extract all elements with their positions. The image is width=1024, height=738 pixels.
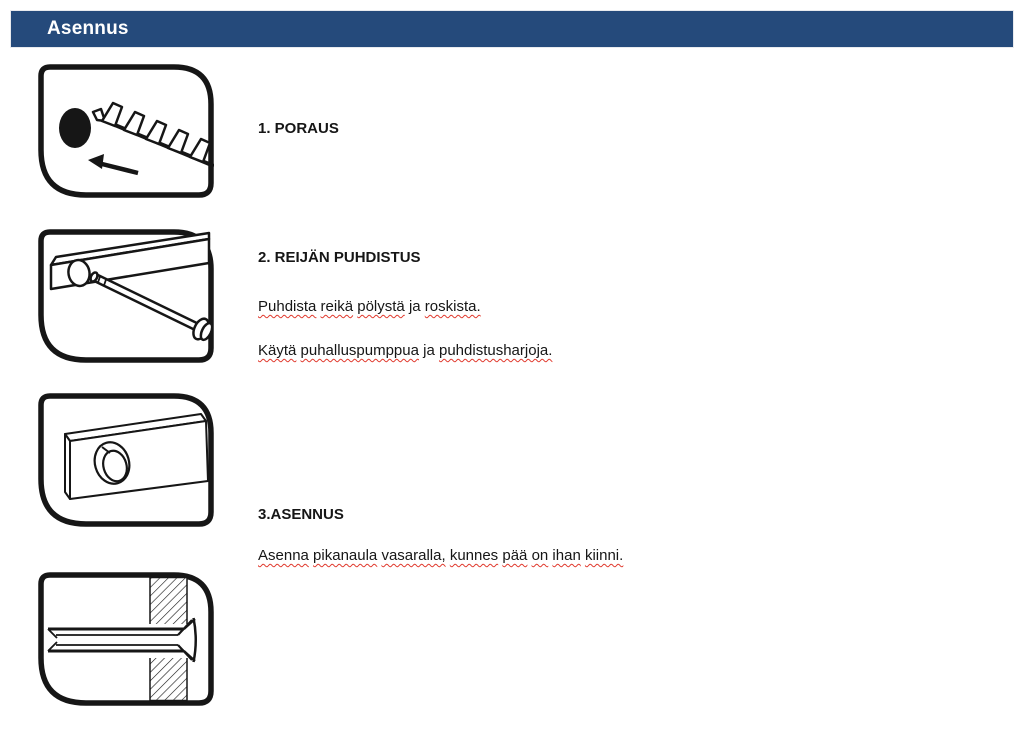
- wall-cross-section-illustration: [38, 572, 214, 706]
- misspelled-word: kunnes: [449, 547, 499, 564]
- step4-illustration-box: [38, 572, 214, 706]
- pin-insertion-illustration: [38, 229, 214, 363]
- misspelled-word: puhalluspumppua: [300, 342, 419, 359]
- misspelled-word: ihan: [552, 547, 581, 564]
- flush-anchor-illustration: [38, 393, 214, 527]
- step3-heading: 3.ASENNUS: [258, 506, 344, 523]
- misspelled-word: reikä: [320, 298, 354, 315]
- step2-line2: [258, 341, 552, 361]
- step1-illustration-box: [38, 64, 214, 198]
- step1-heading: 1. PORAUS: [258, 120, 339, 137]
- misspelled-word: pikanaula: [313, 547, 378, 564]
- misspelled-word: on: [531, 547, 549, 564]
- drill-into-hole-illustration: [38, 64, 214, 198]
- misspelled-word: pää: [502, 547, 528, 564]
- step2-illustration-box: [38, 229, 214, 363]
- section-title: Asennus: [47, 18, 129, 39]
- misspelled-word: vasaralla,: [381, 547, 446, 564]
- word: ja: [423, 342, 435, 359]
- word: ja: [408, 298, 421, 315]
- misspelled-word: kiinni.: [584, 547, 624, 564]
- step3-illustration-box: [38, 393, 214, 527]
- misspelled-word: Puhdista: [258, 298, 317, 315]
- misspelled-word: Käytä: [258, 342, 297, 359]
- misspelled-word: pölystä: [357, 298, 405, 315]
- misspelled-word: puhdistusharjoja.: [439, 342, 553, 359]
- step3-line1: [258, 546, 623, 566]
- section-header-bar: [10, 10, 1014, 48]
- misspelled-word: roskista.: [424, 298, 481, 315]
- misspelled-word: Asenna: [258, 547, 309, 564]
- step2-heading: 2. REIJÄN PUHDISTUS: [258, 249, 421, 266]
- drilled-hole: [59, 108, 91, 148]
- step2-line1: [258, 297, 481, 317]
